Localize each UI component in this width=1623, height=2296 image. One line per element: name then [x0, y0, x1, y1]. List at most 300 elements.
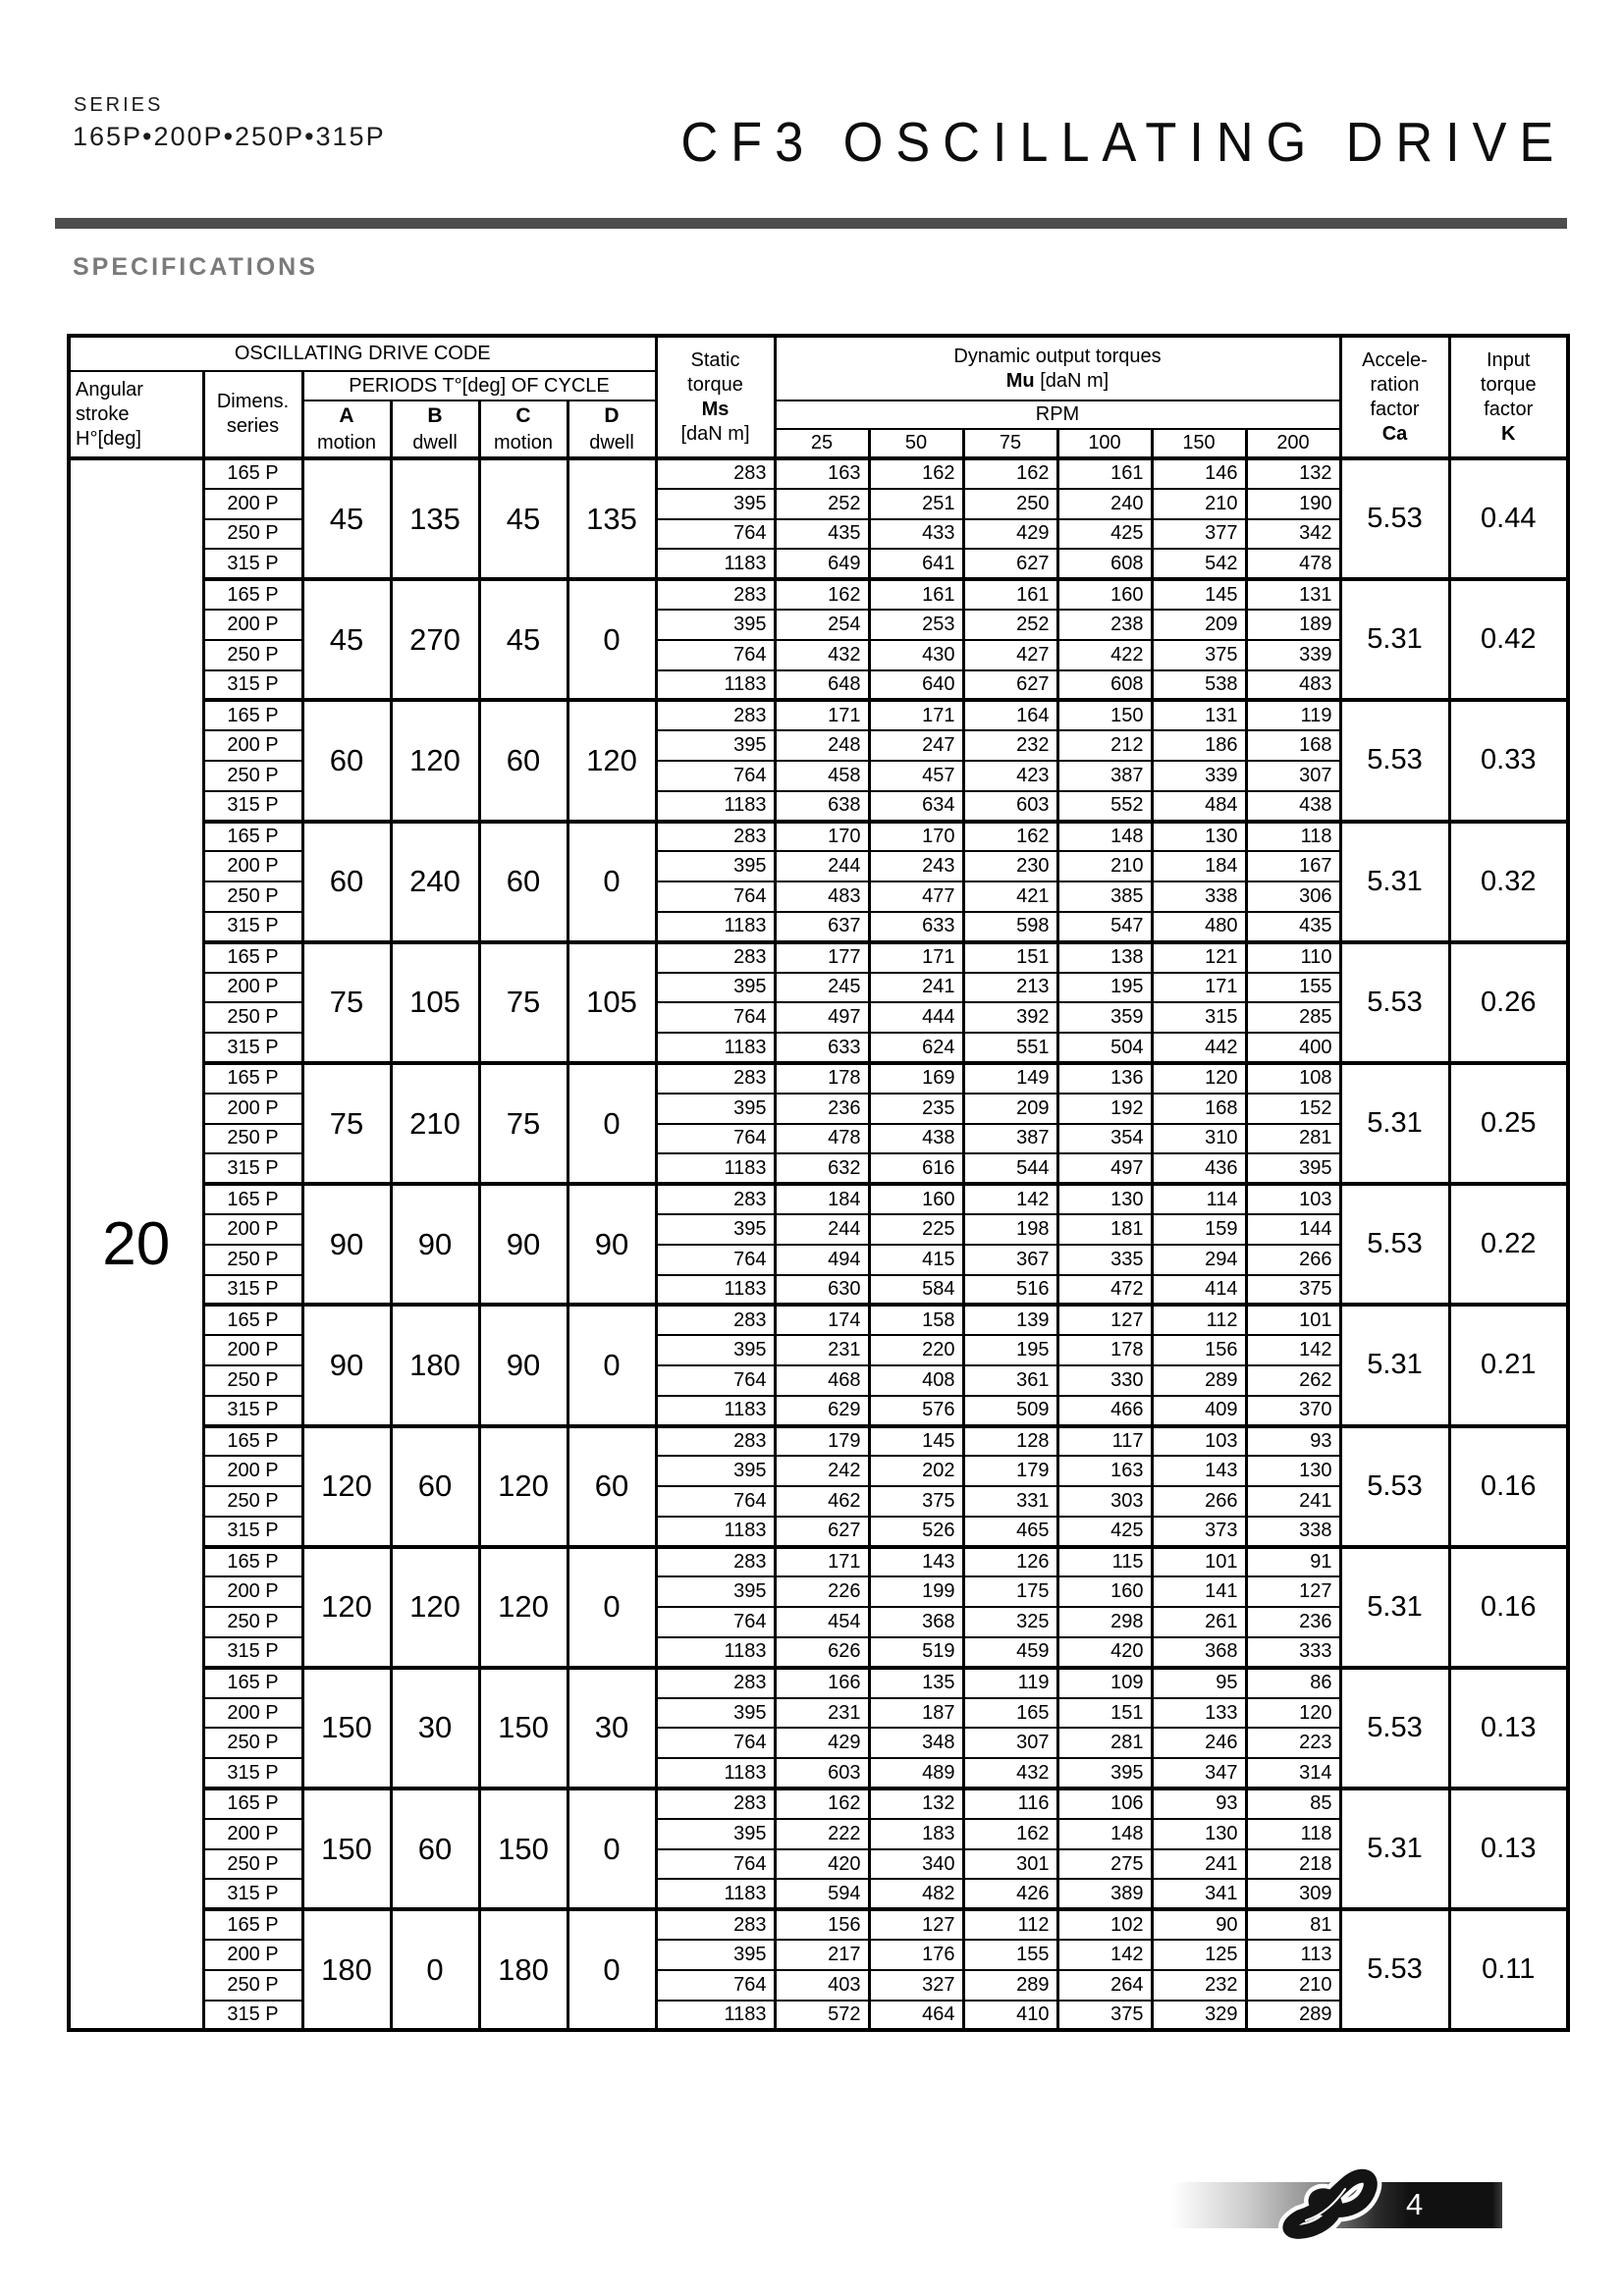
- rpm-cell: 130: [1152, 1819, 1246, 1849]
- rpm-cell: 161: [1057, 458, 1152, 489]
- rpm-cell: 289: [963, 1970, 1057, 2001]
- rpm-cell: 373: [1152, 1517, 1246, 1547]
- ms-cell: 764: [656, 1970, 775, 2001]
- rpm-cell: 136: [1057, 1063, 1152, 1094]
- series-cell: 315 P: [203, 1879, 302, 1909]
- rpm-cell: 236: [775, 1094, 869, 1124]
- series-cell: 250 P: [203, 1728, 302, 1758]
- rpm-cell: 162: [963, 1819, 1057, 1849]
- page-number: 4: [1406, 2187, 1424, 2221]
- rpm-cell: 403: [775, 1970, 869, 2001]
- rpm-cell: 285: [1246, 1002, 1340, 1033]
- rpm-cell: 162: [775, 579, 869, 610]
- rpm-cell: 648: [775, 670, 869, 701]
- rpm-cell: 454: [775, 1607, 869, 1637]
- rpm-cell: 167: [1246, 851, 1340, 881]
- rpm-cell: 209: [1152, 610, 1246, 640]
- series-cell: 250 P: [203, 519, 302, 550]
- rpm-cell: 538: [1152, 670, 1246, 701]
- rpm-cell: 102: [1057, 1909, 1152, 1940]
- rpm-cell: 175: [963, 1576, 1057, 1607]
- rpm-cell: 148: [1057, 1819, 1152, 1849]
- period-a-cell: 75: [302, 1063, 391, 1184]
- series-cell: 165 P: [203, 1909, 302, 1940]
- period-b-cell: 210: [391, 1063, 479, 1184]
- rpm-cell: 230: [963, 851, 1057, 881]
- rpm-cell: 235: [869, 1094, 963, 1124]
- rpm-cell: 603: [775, 1758, 869, 1789]
- ca-cell: 5.53: [1340, 700, 1449, 821]
- rpm-cell: 160: [869, 1184, 963, 1214]
- series-cell: 250 P: [203, 1002, 302, 1033]
- series-cell: 315 P: [203, 670, 302, 701]
- rpm-cell: 181: [1057, 1214, 1152, 1245]
- rpm-cell: 139: [963, 1305, 1057, 1335]
- period-a-cell: 45: [302, 579, 391, 700]
- rpm-cell: 464: [869, 2001, 963, 2031]
- rpm-cell: 231: [775, 1698, 869, 1729]
- rpm-cell: 551: [963, 1033, 1057, 1063]
- rpm-cell: 177: [775, 942, 869, 973]
- rpm-cell: 241: [1152, 1849, 1246, 1880]
- rpm-cell: 432: [775, 640, 869, 670]
- rpm-cell: 176: [869, 1940, 963, 1970]
- rpm-cell: 171: [869, 942, 963, 973]
- period-a-cell: 75: [302, 942, 391, 1063]
- series-cell: 200 P: [203, 610, 302, 640]
- period-d-cell: 60: [568, 1426, 656, 1547]
- rpm-cell: 423: [963, 761, 1057, 791]
- period-c-cell: 180: [479, 1909, 568, 2030]
- ca-cell: 5.31: [1340, 579, 1449, 700]
- rpm-cell: 250: [963, 489, 1057, 519]
- rpm-cell: 637: [775, 912, 869, 942]
- rpm-cell: 179: [963, 1456, 1057, 1486]
- period-c-cell: 60: [479, 822, 568, 942]
- rpm-cell: 465: [963, 1517, 1057, 1547]
- rpm-cell: 638: [775, 791, 869, 822]
- rpm-cell: 162: [963, 458, 1057, 489]
- rpm-cell: 547: [1057, 912, 1152, 942]
- series-cell: 250 P: [203, 640, 302, 670]
- rpm-cell: 223: [1246, 1728, 1340, 1758]
- series-cell: 165 P: [203, 579, 302, 610]
- rpm-cell: 409: [1152, 1396, 1246, 1426]
- rpm-cell: 171: [1152, 973, 1246, 1003]
- rpm-cell: 640: [869, 670, 963, 701]
- series-cell: 165 P: [203, 942, 302, 973]
- rpm-cell: 217: [775, 1940, 869, 1970]
- period-b-cell: 240: [391, 822, 479, 942]
- table-row: [69, 1547, 1568, 1577]
- period-b-cell: 135: [391, 458, 479, 579]
- rpm-cell: 425: [1057, 519, 1152, 550]
- rpm-cell: 210: [1246, 1970, 1340, 2001]
- series-cell: 250 P: [203, 881, 302, 912]
- header-period-b: B dwell: [391, 400, 479, 458]
- ms-cell: 283: [656, 1426, 775, 1457]
- rpm-cell: 161: [963, 579, 1057, 610]
- series-cell: 200 P: [203, 1456, 302, 1486]
- rpm-cell: 408: [869, 1365, 963, 1396]
- table-row: [69, 458, 1568, 489]
- ms-cell: 283: [656, 942, 775, 973]
- ms-cell: 1183: [656, 1153, 775, 1184]
- rpm-cell: 468: [775, 1365, 869, 1396]
- rpm-cell: 110: [1246, 942, 1340, 973]
- ca-cell: 5.31: [1340, 1547, 1449, 1668]
- rpm-cell: 126: [963, 1547, 1057, 1577]
- rpm-cell: 85: [1246, 1789, 1340, 1819]
- rpm-cell: 433: [869, 519, 963, 550]
- series-cell: 250 P: [203, 1365, 302, 1396]
- ms-cell: 395: [656, 851, 775, 881]
- rpm-cell: 218: [1246, 1849, 1340, 1880]
- rpm-cell: 241: [1246, 1486, 1340, 1517]
- rpm-cell: 462: [775, 1486, 869, 1517]
- rpm-cell: 478: [1246, 549, 1340, 579]
- rpm-cell: 141: [1152, 1576, 1246, 1607]
- rpm-cell: 109: [1057, 1668, 1152, 1698]
- rpm-cell: 243: [869, 851, 963, 881]
- ms-cell: 764: [656, 761, 775, 791]
- period-b-cell: 90: [391, 1184, 479, 1305]
- rpm-cell: 145: [1152, 579, 1246, 610]
- period-c-cell: 75: [479, 942, 568, 1063]
- series-cell: 200 P: [203, 1698, 302, 1729]
- rpm-cell: 333: [1246, 1637, 1340, 1668]
- rpm-cell: 516: [963, 1275, 1057, 1306]
- rpm-cell: 426: [963, 1879, 1057, 1909]
- rpm-cell: 119: [1246, 700, 1340, 730]
- rpm-cell: 178: [1057, 1335, 1152, 1365]
- ms-cell: 1183: [656, 1275, 775, 1306]
- header-rpm-75: 75: [963, 429, 1057, 458]
- rpm-cell: 156: [1152, 1335, 1246, 1365]
- ms-cell: 764: [656, 1607, 775, 1637]
- rpm-cell: 125: [1152, 1940, 1246, 1970]
- series-cell: 200 P: [203, 1214, 302, 1245]
- rpm-cell: 459: [963, 1637, 1057, 1668]
- rpm-cell: 232: [1152, 1970, 1246, 2001]
- series-label: SERIES: [74, 94, 164, 116]
- period-c-cell: 120: [479, 1426, 568, 1547]
- rpm-cell: 142: [1246, 1335, 1340, 1365]
- rpm-cell: 315: [1152, 1002, 1246, 1033]
- rpm-cell: 164: [963, 700, 1057, 730]
- ms-cell: 283: [656, 458, 775, 489]
- period-b-cell: 0: [391, 1909, 479, 2030]
- series-cell: 200 P: [203, 1576, 302, 1607]
- rpm-cell: 192: [1057, 1094, 1152, 1124]
- ms-cell: 1183: [656, 1517, 775, 1547]
- k-cell: 0.32: [1449, 822, 1568, 942]
- rpm-cell: 375: [1152, 640, 1246, 670]
- table-row: [69, 1063, 1568, 1094]
- rpm-cell: 169: [869, 1063, 963, 1094]
- k-cell: 0.33: [1449, 700, 1568, 821]
- rpm-cell: 633: [869, 912, 963, 942]
- rpm-cell: 307: [963, 1728, 1057, 1758]
- series-cell: 165 P: [203, 1305, 302, 1335]
- series-cell: 250 P: [203, 1245, 302, 1275]
- rpm-cell: 294: [1152, 1245, 1246, 1275]
- rpm-cell: 608: [1057, 670, 1152, 701]
- rpm-cell: 497: [1057, 1153, 1152, 1184]
- rpm-cell: 93: [1152, 1789, 1246, 1819]
- rpm-cell: 248: [775, 730, 869, 761]
- series-cell: 315 P: [203, 912, 302, 942]
- period-b-cell: 270: [391, 579, 479, 700]
- table-row: [69, 1909, 1568, 1940]
- k-cell: 0.13: [1449, 1668, 1568, 1789]
- rpm-cell: 156: [775, 1909, 869, 1940]
- rpm-cell: 626: [775, 1637, 869, 1668]
- rpm-cell: 422: [1057, 640, 1152, 670]
- rpm-cell: 138: [1057, 942, 1152, 973]
- rpm-cell: 198: [963, 1214, 1057, 1245]
- rpm-cell: 252: [963, 610, 1057, 640]
- header-rpm-200: 200: [1246, 429, 1340, 458]
- rpm-cell: 131: [1152, 700, 1246, 730]
- ms-cell: 283: [656, 1789, 775, 1819]
- ms-cell: 1183: [656, 1396, 775, 1426]
- rpm-cell: 118: [1246, 1819, 1340, 1849]
- header-drive-code: OSCILLATING DRIVE CODE: [69, 336, 656, 371]
- rpm-cell: 168: [1246, 730, 1340, 761]
- rpm-cell: 143: [1152, 1456, 1246, 1486]
- rpm-cell: 195: [1057, 973, 1152, 1003]
- rpm-cell: 202: [869, 1456, 963, 1486]
- rpm-cell: 329: [1152, 2001, 1246, 2031]
- angular-stroke-value: 20: [69, 458, 203, 2030]
- rpm-cell: 483: [1246, 670, 1340, 701]
- series-cell: 165 P: [203, 700, 302, 730]
- rpm-cell: 436: [1152, 1153, 1246, 1184]
- period-c-cell: 60: [479, 700, 568, 821]
- period-b-cell: 60: [391, 1789, 479, 1909]
- rpm-cell: 168: [1152, 1094, 1246, 1124]
- page-title: CF3 OSCILLATING DRIVE: [680, 111, 1566, 174]
- rpm-cell: 112: [1152, 1305, 1246, 1335]
- rpm-cell: 91: [1246, 1547, 1340, 1577]
- header-rpm-150: 150: [1152, 429, 1246, 458]
- header-input-torque-factor: Input torque factor K: [1449, 336, 1568, 458]
- rpm-cell: 484: [1152, 791, 1246, 822]
- rpm-cell: 162: [775, 1789, 869, 1819]
- rpm-cell: 519: [869, 1637, 963, 1668]
- period-d-cell: 0: [568, 1789, 656, 1909]
- rpm-cell: 212: [1057, 730, 1152, 761]
- ms-cell: 764: [656, 881, 775, 912]
- rpm-cell: 133: [1152, 1698, 1246, 1729]
- rpm-cell: 187: [869, 1698, 963, 1729]
- ms-cell: 395: [656, 1940, 775, 1970]
- rpm-cell: 128: [963, 1426, 1057, 1457]
- rpm-cell: 598: [963, 912, 1057, 942]
- rpm-cell: 101: [1246, 1305, 1340, 1335]
- rpm-cell: 347: [1152, 1758, 1246, 1789]
- ms-cell: 395: [656, 489, 775, 519]
- rpm-cell: 509: [963, 1396, 1057, 1426]
- rpm-cell: 236: [1246, 1607, 1340, 1637]
- period-a-cell: 120: [302, 1426, 391, 1547]
- series-cell: 165 P: [203, 822, 302, 852]
- rpm-cell: 477: [869, 881, 963, 912]
- rpm-cell: 121: [1152, 942, 1246, 973]
- rpm-cell: 116: [963, 1789, 1057, 1819]
- rpm-cell: 289: [1246, 2001, 1340, 2031]
- period-c-cell: 150: [479, 1668, 568, 1789]
- ms-cell: 764: [656, 1365, 775, 1396]
- rpm-cell: 415: [869, 1245, 963, 1275]
- rpm-cell: 634: [869, 791, 963, 822]
- rpm-cell: 119: [963, 1668, 1057, 1698]
- rpm-cell: 246: [1152, 1728, 1246, 1758]
- rpm-cell: 132: [1246, 458, 1340, 489]
- period-c-cell: 75: [479, 1063, 568, 1184]
- rpm-cell: 252: [775, 489, 869, 519]
- ms-cell: 764: [656, 1849, 775, 1880]
- rpm-cell: 387: [1057, 761, 1152, 791]
- rpm-cell: 127: [869, 1909, 963, 1940]
- period-b-cell: 60: [391, 1426, 479, 1547]
- rpm-cell: 480: [1152, 912, 1246, 942]
- rpm-cell: 145: [869, 1426, 963, 1457]
- rpm-cell: 504: [1057, 1033, 1152, 1063]
- series-cell: 250 P: [203, 1124, 302, 1154]
- ms-cell: 283: [656, 1063, 775, 1094]
- rpm-cell: 130: [1152, 822, 1246, 852]
- rpm-cell: 395: [1246, 1153, 1340, 1184]
- k-cell: 0.22: [1449, 1184, 1568, 1305]
- rpm-cell: 584: [869, 1275, 963, 1306]
- ca-cell: 5.31: [1340, 1305, 1449, 1425]
- series-cell: 250 P: [203, 1486, 302, 1517]
- period-d-cell: 120: [568, 700, 656, 821]
- rpm-cell: 572: [775, 2001, 869, 2031]
- series-cell: 250 P: [203, 1607, 302, 1637]
- rpm-cell: 144: [1246, 1214, 1340, 1245]
- table-row: [69, 1305, 1568, 1335]
- ms-cell: 1183: [656, 670, 775, 701]
- rpm-cell: 244: [775, 1214, 869, 1245]
- series-cell: 315 P: [203, 1275, 302, 1306]
- rpm-cell: 120: [1246, 1698, 1340, 1729]
- k-cell: 0.13: [1449, 1789, 1568, 1909]
- series-cell: 315 P: [203, 1517, 302, 1547]
- ca-cell: 5.53: [1340, 1668, 1449, 1789]
- rpm-cell: 435: [1246, 912, 1340, 942]
- rpm-cell: 226: [775, 1576, 869, 1607]
- rpm-cell: 339: [1246, 640, 1340, 670]
- rpm-cell: 189: [1246, 610, 1340, 640]
- rpm-cell: 497: [775, 1002, 869, 1033]
- header-dimens-series: Dimens. series: [203, 371, 302, 458]
- ca-cell: 5.31: [1340, 822, 1449, 942]
- rpm-cell: 127: [1246, 1576, 1340, 1607]
- table-row: [69, 700, 1568, 730]
- table-row: [69, 1184, 1568, 1214]
- rpm-cell: 186: [1152, 730, 1246, 761]
- rpm-cell: 152: [1246, 1094, 1340, 1124]
- rpm-cell: 266: [1152, 1486, 1246, 1517]
- rpm-cell: 261: [1152, 1607, 1246, 1637]
- table-row: [69, 1668, 1568, 1698]
- rpm-cell: 103: [1152, 1426, 1246, 1457]
- series-cell: 165 P: [203, 1547, 302, 1577]
- rpm-cell: 171: [775, 700, 869, 730]
- rpm-cell: 310: [1152, 1124, 1246, 1154]
- k-cell: 0.11: [1449, 1909, 1568, 2030]
- specifications-table: [67, 334, 1570, 2032]
- series-cell: 250 P: [203, 1970, 302, 2001]
- rpm-cell: 220: [869, 1335, 963, 1365]
- rpm-cell: 195: [963, 1335, 1057, 1365]
- period-d-cell: 0: [568, 579, 656, 700]
- period-d-cell: 0: [568, 1909, 656, 2030]
- rpm-cell: 429: [963, 519, 1057, 550]
- rpm-cell: 135: [869, 1668, 963, 1698]
- rpm-cell: 264: [1057, 1970, 1152, 2001]
- rpm-cell: 158: [869, 1305, 963, 1335]
- rpm-cell: 244: [775, 851, 869, 881]
- ms-cell: 283: [656, 700, 775, 730]
- rpm-cell: 170: [869, 822, 963, 852]
- rpm-cell: 410: [963, 2001, 1057, 2031]
- period-a-cell: 90: [302, 1184, 391, 1305]
- rpm-cell: 385: [1057, 881, 1152, 912]
- rpm-cell: 389: [1057, 1879, 1152, 1909]
- rpm-cell: 457: [869, 761, 963, 791]
- rpm-cell: 387: [963, 1124, 1057, 1154]
- rpm-cell: 370: [1246, 1396, 1340, 1426]
- period-b-cell: 105: [391, 942, 479, 1063]
- ms-cell: 1183: [656, 1758, 775, 1789]
- rpm-cell: 482: [869, 1879, 963, 1909]
- rpm-cell: 113: [1246, 1940, 1340, 1970]
- table-row: [69, 942, 1568, 973]
- rpm-cell: 222: [775, 1819, 869, 1849]
- rpm-cell: 649: [775, 549, 869, 579]
- rpm-cell: 90: [1152, 1909, 1246, 1940]
- series-cell: 250 P: [203, 761, 302, 791]
- rpm-cell: 414: [1152, 1275, 1246, 1306]
- rpm-cell: 184: [1152, 851, 1246, 881]
- rpm-cell: 95: [1152, 1668, 1246, 1698]
- rpm-cell: 400: [1246, 1033, 1340, 1063]
- series-cell: 315 P: [203, 1758, 302, 1789]
- ms-cell: 1183: [656, 791, 775, 822]
- rpm-cell: 213: [963, 973, 1057, 1003]
- rpm-cell: 627: [775, 1517, 869, 1547]
- rpm-cell: 375: [1057, 2001, 1152, 2031]
- rpm-cell: 466: [1057, 1396, 1152, 1426]
- period-b-cell: 180: [391, 1305, 479, 1425]
- header-dynamic-torques: Dynamic output torques Mu [daN m]: [775, 336, 1340, 400]
- ca-cell: 5.31: [1340, 1789, 1449, 1909]
- ms-cell: 283: [656, 1305, 775, 1335]
- rpm-cell: 159: [1152, 1214, 1246, 1245]
- series-cell: 165 P: [203, 1668, 302, 1698]
- rpm-cell: 483: [775, 881, 869, 912]
- rpm-cell: 245: [775, 973, 869, 1003]
- rpm-cell: 339: [1152, 761, 1246, 791]
- rpm-cell: 314: [1246, 1758, 1340, 1789]
- period-a-cell: 150: [302, 1789, 391, 1909]
- k-cell: 0.16: [1449, 1426, 1568, 1547]
- rpm-cell: 627: [963, 670, 1057, 701]
